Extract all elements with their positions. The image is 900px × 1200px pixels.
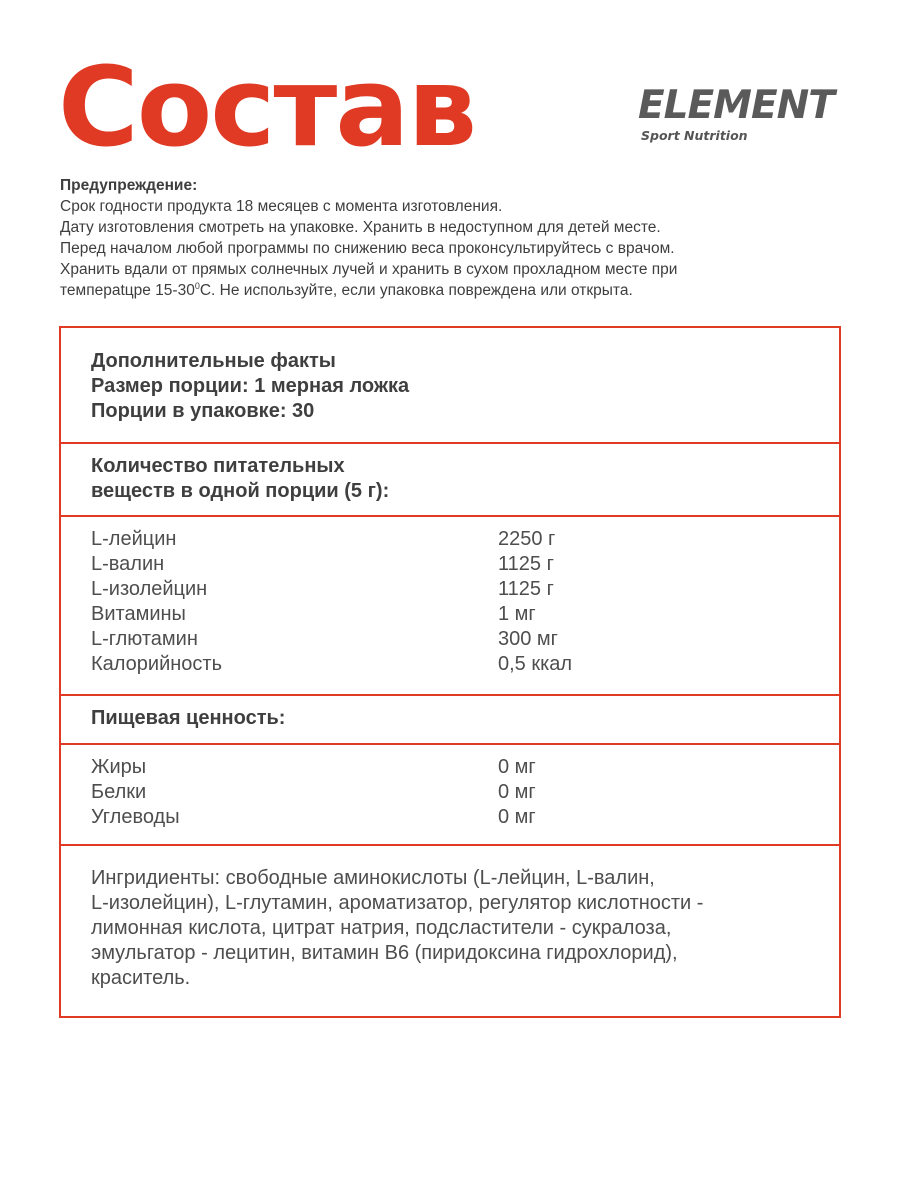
nutrition-name: Жиры <box>91 756 147 778</box>
ingredients-line: L-изолейцин), L-глутамин, ароматизатор, регулятор кислотности - <box>91 892 704 914</box>
nutrient-value: 1125 г <box>498 578 554 600</box>
nutrient-value: 300 мг <box>498 628 558 650</box>
nutrition-value-table <box>61 755 839 830</box>
ingredients-line: эмульгатор - лецитин, витамин B6 (пиридоксина гидрохлорид), <box>91 942 678 964</box>
nutrients-heading-line: веществ в одной порции (5 г): <box>91 480 390 502</box>
table-row <box>91 552 839 577</box>
table-row <box>91 527 839 552</box>
ingredients-section <box>61 866 839 991</box>
table-row <box>91 652 839 677</box>
warning-line-temperature <box>60 280 850 301</box>
warning-block <box>60 175 850 301</box>
nutrient-name: L-глютамин <box>91 628 198 650</box>
ingredients-line: Ингридиенты: свободные аминокислоты (L-лейцин, L-валин, <box>91 867 655 889</box>
divider <box>61 844 839 846</box>
table-row <box>91 627 839 652</box>
page-title: Состав <box>58 43 476 171</box>
warning-line: Срок годности продукта 18 месяцев с момента изготовления. <box>60 198 503 215</box>
divider <box>61 743 839 745</box>
brand-logo <box>638 83 848 143</box>
nutrient-name: Витамины <box>91 603 186 625</box>
ingredients-line: краситель. <box>91 967 191 989</box>
warning-line: Дату изготовления смотреть на упаковке. Хранить в недоступном для детей месте. <box>60 219 661 236</box>
nutrient-value: 2250 г <box>498 528 556 550</box>
warning-line: Хранить вдали от прямых солнечных лучей и хранить в сухом прохладном месте при <box>60 261 678 278</box>
ingredients-line: лимонная кислота, цитрат натрия, подсластители - сукралоза, <box>91 917 672 939</box>
nutrient-value: 1 мг <box>498 603 536 625</box>
nutrient-value: 0,5 ккал <box>498 653 573 675</box>
divider <box>61 442 839 444</box>
nutrient-name: L-валин <box>91 553 165 575</box>
table-row <box>91 602 839 627</box>
nutrient-value: 1125 г <box>498 553 554 575</box>
degree-symbol: 0 <box>194 280 200 291</box>
nutrient-name: L-изолейцин <box>91 578 208 600</box>
nutrients-heading-section <box>61 454 839 504</box>
table-row <box>91 780 839 805</box>
nutrition-value: 0 мг <box>498 756 536 778</box>
nutrient-name: L-лейцин <box>91 528 177 550</box>
divider <box>61 694 839 696</box>
temperature-prefix: темпераtцре 15-30 <box>60 282 195 299</box>
warning-line: Перед началом любой программы по снижению веса проконсультируйтесь с врачом. <box>60 240 675 257</box>
table-row <box>91 755 839 780</box>
nutrition-value: 0 мг <box>498 806 536 828</box>
composition-panel <box>59 326 841 1018</box>
facts-title: Дополнительные факты <box>91 350 336 372</box>
divider <box>61 515 839 517</box>
nutrition-value-heading-section <box>61 706 839 731</box>
nutrient-name: Калорийность <box>91 653 223 675</box>
nutrition-name: Белки <box>91 781 147 803</box>
brand-tagline: Sport Nutrition <box>641 128 748 143</box>
facts-section <box>61 349 839 424</box>
warning-title: Предупреждение: <box>60 177 198 194</box>
nutrition-value: 0 мг <box>498 781 536 803</box>
nutrition-name: Углеводы <box>91 806 180 828</box>
brand-name: ELEMENT <box>638 83 834 128</box>
temperature-suffix: С. Не используйте, если упаковка повреждена или открыта. <box>199 282 633 299</box>
nutrition-value-heading: Пищевая ценность: <box>91 707 286 729</box>
servings-per-container: Порции в упаковке: 30 <box>91 400 315 422</box>
table-row <box>91 577 839 602</box>
nutrients-table <box>61 527 839 677</box>
serving-size: Размер порции: 1 мерная ложка <box>91 375 410 397</box>
nutrients-heading-line: Количество питательных <box>91 455 345 477</box>
table-row <box>91 805 839 830</box>
ingredients-text <box>91 866 811 991</box>
